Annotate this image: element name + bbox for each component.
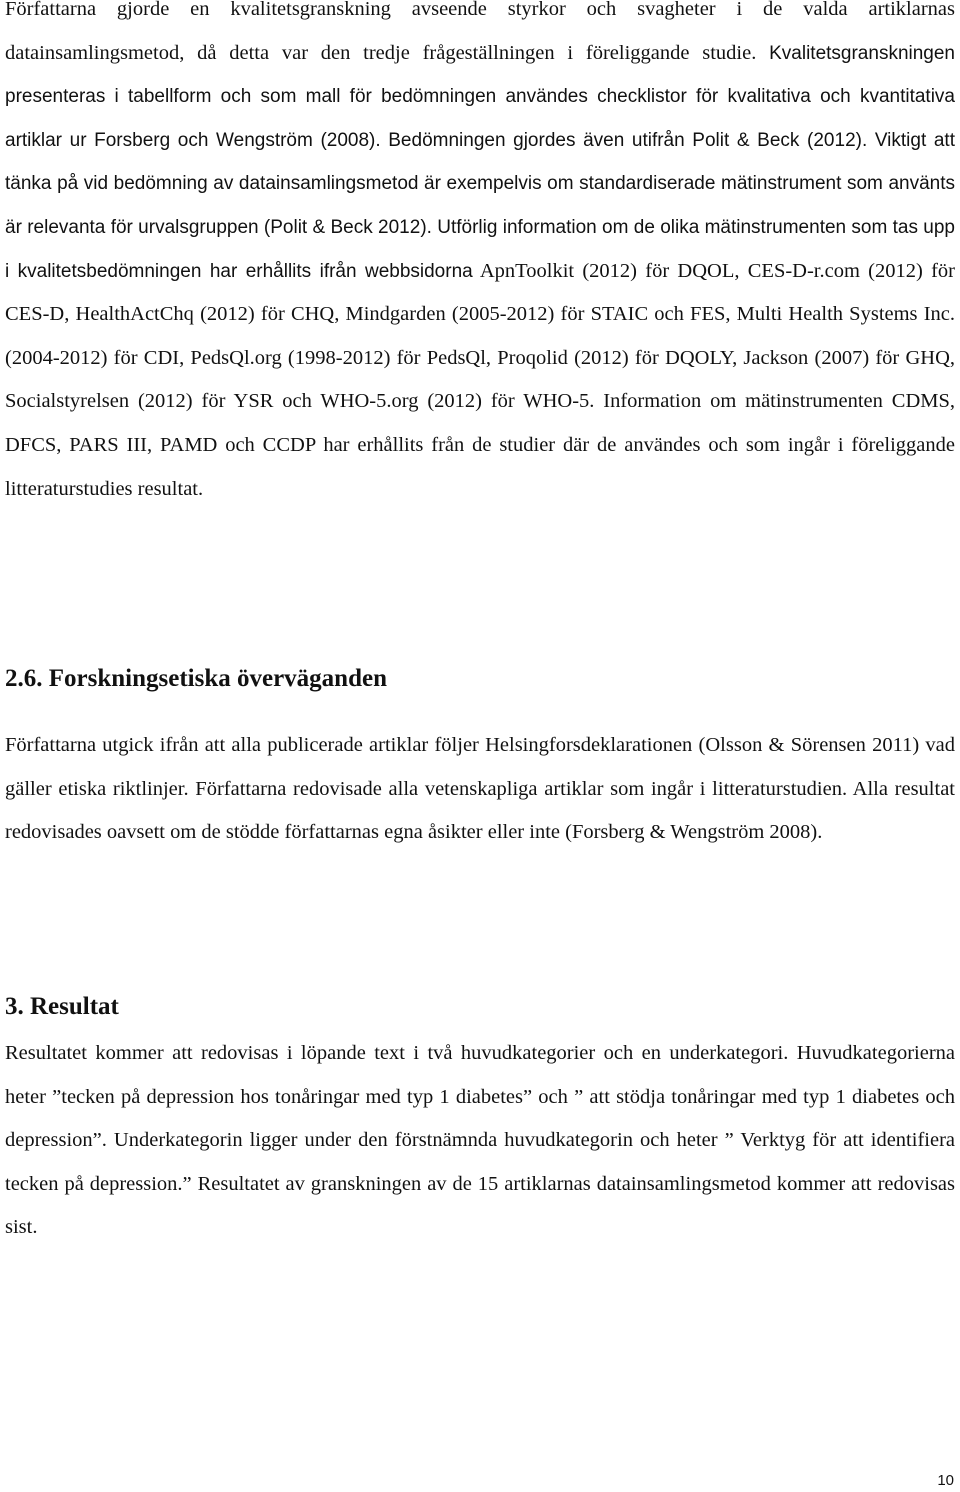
page-number: 10 xyxy=(937,1472,954,1489)
methods-paragraph-part3: ApnToolkit (2012) för DQOL, CES-D-r.com (2012) för CES-D, HealthActChq (2012) för CHQ, Mindgarden (2005-2012) för STAIC och FES, Multi Health Systems Inc. (2004-2012) för CDI, PedsQl.org (1998-2012) för PedsQl, Proqolid (2012) för DQOLY, Jackson (2007) för GHQ, Socialstyrelsen (2012) för YSR och WHO-5.org (2012) för WHO-5. Information om mätinstrumenten CDMS, DFCS, PARS III, PAMD och CCDP har erhållits från de studier där de användes och som ingår i föreliggande litteraturstudies resultat. xyxy=(5,259,955,500)
methods-paragraph xyxy=(5,0,955,511)
ethics-paragraph: Författarna utgick ifrån att alla publicerade artiklar följer Helsingforsdeklarationen (Olsson & Sörensen 2011) vad gäller etiska riktlinjer. Författarna redovisade alla vetenskapliga artiklar som ingår i litteraturstudien. Alla resultat redovisades oavsett om de stödde författarnas egna åsikter eller inte (Forsberg & Wengström 2008). xyxy=(5,734,955,844)
methods-paragraph-part2: Kvalitetsgranskningen presenteras i tabellform och som mall för bedömningen användes checklistor för kvalitativa och kvantitativa artiklar ur Forsberg och Wengström (2008). Bedömningen gjordes även utifrån Polit & Beck (2012). Viktigt att tänka på vid bedömning av datainsamlingsmetod är exempelvis om standardiserade mätinstrument som använts är relevanta för urvalsgruppen (Polit & Beck 2012). Utförlig information om de olika mätinstrumenten som tas upp i kvalitetsbedömningen har erhållits ifrån webbsidorna xyxy=(5,42,955,282)
methods-paragraph-part1: Författarna gjorde en kvalitetsgranskning avseende styrkor och svagheter i de valda artiklarnas datainsamlingsmetod, då detta var den tredje frågeställningen i föreliggande studie. xyxy=(5,0,955,64)
section-heading-ethics: 2.6. Forskningsetiska överväganden xyxy=(5,665,387,692)
results-paragraph: Resultatet kommer att redovisas i löpande text i två huvudkategorier och en underkategori. Huvudkategorierna heter ”tecken på depression hos tonåringar med typ 1 diabetes” och ” att stödja tonåringar med typ 1 diabetes och depression”. Underkategorin ligger under den förstnämnda huvudkategorin och heter ” Verktyg för att identifiera tecken på depression.” Resultatet av granskningen av de 15 artiklarnas datainsamlingsmetod kommer att redovisas sist. xyxy=(5,1042,955,1239)
section-heading-results: 3. Resultat xyxy=(5,993,119,1020)
